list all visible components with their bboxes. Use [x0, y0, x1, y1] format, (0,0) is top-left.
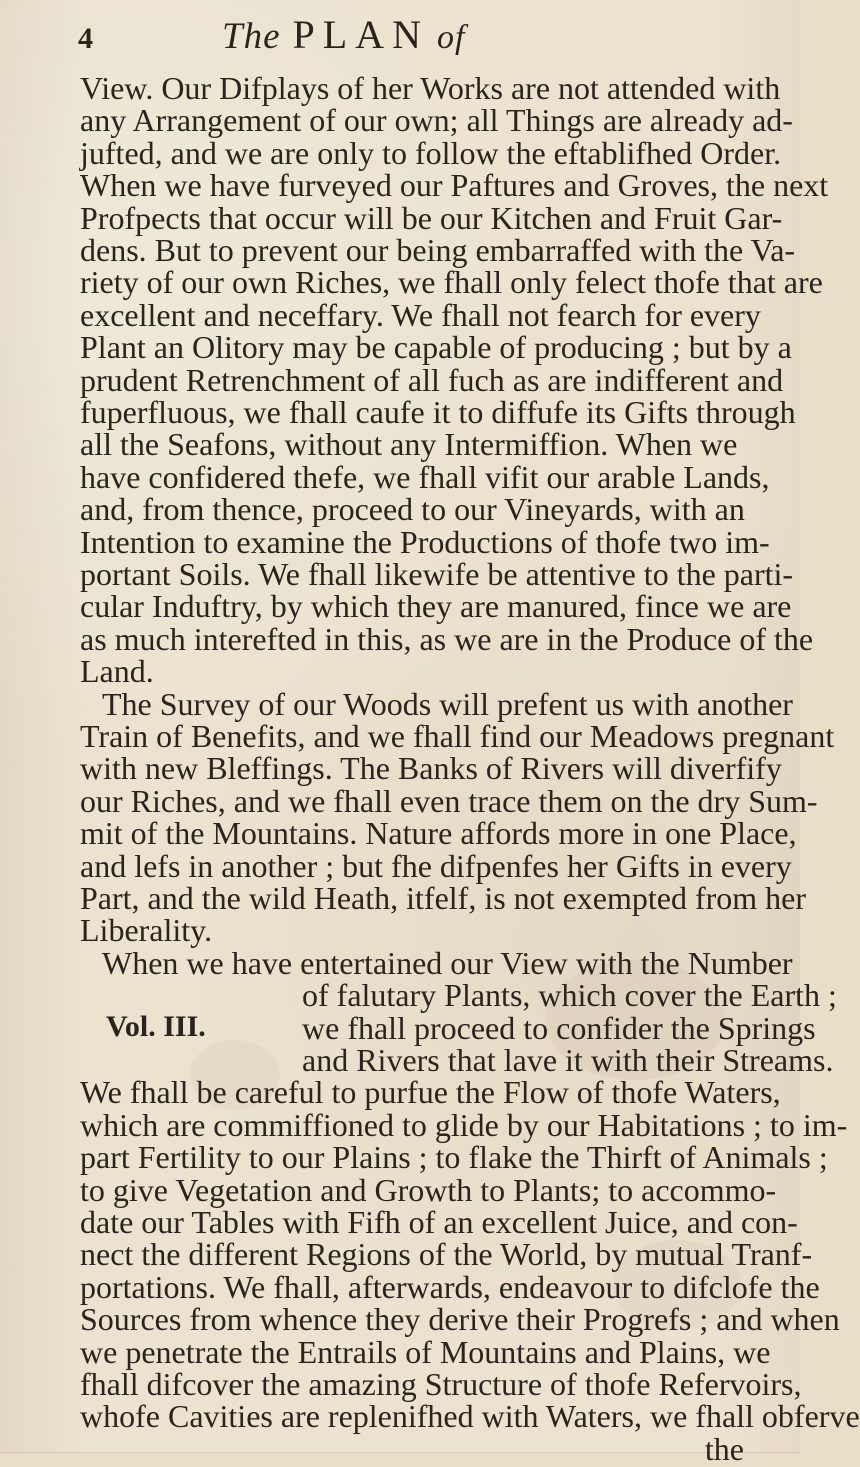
text-line: Train of Benefits, and we fhall find our Meadows pregnant — [80, 718, 835, 754]
text-line: fhall difcover the amazing Structure of thofe Refervoirs, — [80, 1366, 802, 1402]
text-line: When we have furveyed our Paftures and Groves, the next — [80, 167, 829, 204]
text-line: cular Induftry, by which they are manured, fince we are — [80, 588, 792, 625]
running-head-of: of — [436, 19, 466, 56]
text-line: and Rivers that lave it with their Streams. — [302, 1042, 834, 1078]
text-line: mit of the Mountains. Nature affords more in one Place, — [80, 815, 797, 852]
text-line: have confidered thefe, we fhall vifit our arable Lands, — [80, 458, 770, 495]
text-line: Profpects that occur will be our Kitchen and Fruit Gar- — [80, 199, 783, 236]
text-line: Intention to examine the Productions of thofe two im- — [80, 523, 770, 560]
volume-marker: Vol. III. — [106, 1009, 206, 1043]
text-line: When we have entertained our View with the Number — [102, 944, 793, 981]
text-line: Sources from whence they derive their Progrefs ; and when — [80, 1301, 840, 1338]
text-line: riety of our own Riches, we fhall only felect thofe that are — [80, 264, 823, 301]
text-line: We fhall be careful to purfue the Flow of thofe Waters, — [80, 1074, 781, 1111]
text-line: as much interefted in this, as we are in the Produce of the — [80, 620, 814, 657]
text-line: Liberality. — [80, 912, 213, 949]
text-line: and, from thence, proceed to our Vineyards, with an — [80, 491, 745, 528]
text-line: our Riches, and we fhall even trace them on the dry Sum- — [80, 782, 818, 819]
page-header — [0, 10, 800, 62]
running-head-title: PLAN — [292, 12, 429, 57]
text-line: nect the different Regions of the World, by mutual Tranf- — [80, 1236, 813, 1273]
text-line: with new Bleffings. The Banks of Rivers will diverfify — [80, 750, 782, 787]
text-line: dens. But to prevent our being embarraffed with the Va- — [80, 232, 796, 268]
page-number: 4 — [78, 22, 93, 55]
text-line: Part, and the wild Heath, itfelf, is not exempted from her — [80, 880, 807, 916]
text-line: prudent Retrenchment of all fuch as are indifferent and — [80, 361, 784, 398]
page-edge — [0, 1452, 800, 1453]
text-line: portations. We fhall, afterwards, endeavour to difclofe the — [80, 1268, 820, 1305]
text-line: jufted, and we are only to follow the eftablifhed Order. — [80, 134, 782, 171]
text-line: all the Seafons, without any Intermiffion. When we — [80, 426, 738, 463]
text-line: date our Tables with Fifh of an excellent Juice, and con- — [80, 1204, 798, 1240]
text-line: Land. — [80, 653, 154, 690]
text-line: which are commiffioned to glide by our Habitations ; to im- — [80, 1106, 848, 1143]
text-line: whofe Cavities are replenifhed with Waters, we fhall obferve — [80, 1398, 860, 1435]
text-line: to give Vegetation and Growth to Plants; to accommo- — [80, 1171, 777, 1208]
running-head-the: The — [222, 16, 281, 57]
catchword: the — [704, 1430, 744, 1467]
text-line: Plant an Olitory may be capable of producing ; but by a — [80, 329, 792, 366]
text-line: part Fertility to our Plains ; to flake the Thirft of Animals ; — [80, 1139, 828, 1176]
text-line: portant Soils. We fhall likewife be attentive to the parti- — [80, 556, 794, 592]
text-line: and lefs in another ; but fhe difpenfes her Gifts in every — [80, 847, 792, 884]
text-line: of falutary Plants, which cover the Earth ; — [302, 977, 837, 1014]
text-line: we penetrate the Entrails of Mountains and Plains, we — [80, 1333, 771, 1370]
text-line: excellent and neceffary. We fhall not fearch for every — [80, 296, 761, 333]
running-head — [222, 14, 465, 56]
text-line: The Survey of our Woods will prefent us with another — [102, 685, 793, 722]
text-line: fuperfluous, we fhall caufe it to diffufe its Gifts through — [80, 394, 796, 430]
text-line: any Arrangement of our own; all Things are already ad- — [80, 102, 793, 139]
text-line: we fhall proceed to confider the Springs — [302, 1009, 816, 1046]
text-line: View. Our Difplays of her Works are not attended with — [80, 70, 781, 106]
